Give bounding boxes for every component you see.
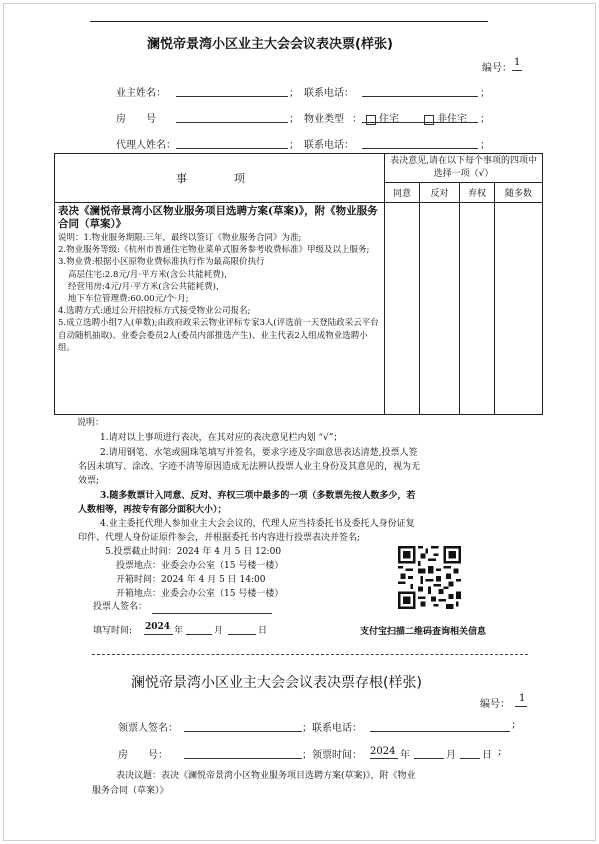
detail-1: 说明：1.物业服务期限:三年，最终以签订《物业服务合同》为准; [58, 233, 302, 243]
note-4b: 印件、代理人身份证原件参会，并根据委托书内容进行投票表决并签名; [78, 533, 361, 543]
option-agree-header: 同意 [385, 183, 420, 203]
ballot-number-label: 编号： [482, 63, 512, 74]
note-2b: 名因未填写、涂改、字迹不清等原因造成无法辨认投票人业主身份及其意见的，视为无 [78, 462, 421, 472]
stub-month-field[interactable] [414, 758, 444, 759]
receiver-sign-label: 领票人签名： [118, 723, 178, 734]
contact-phone-label: 联系电话： [304, 88, 354, 99]
proxy-name-label: 代理人姓名： [116, 140, 176, 151]
detail-4: 4.选聘方式:通过公开招投标方式接受物业公司报名; [58, 306, 251, 317]
top-rule [90, 21, 488, 22]
matter-header: 事 项 [55, 154, 385, 203]
stub-year-underline [370, 758, 398, 759]
qr-caption: 支付宝扫描二维码查询相关信息 [360, 627, 487, 637]
vote-table [54, 153, 543, 415]
room-field[interactable] [176, 122, 288, 123]
option-majority-header: 随多数 [495, 183, 543, 203]
stub-phone-field[interactable] [370, 731, 510, 732]
owner-name-label: 业主姓名： [116, 88, 166, 99]
count-time: 开箱时间：2024 年 4 月 5 日 14:00 [116, 575, 266, 585]
stub-number-value: 1 [519, 693, 526, 704]
stub-room-field[interactable] [184, 758, 302, 759]
resolution-text: 表决《澜悦帝景湾小区物业服务项目选聘方案(草案)》，附《物业服务合同（草案）》 [58, 205, 378, 230]
qr-code-image [398, 546, 461, 609]
note-3a: 3.随多数票计入同意、反对、弃权三项中最多的一项（多数票先按人数多少，若 [100, 491, 416, 501]
vote-agree-cell[interactable] [385, 203, 420, 415]
ballot-number-underline [512, 70, 522, 71]
stub-room-label: 房 号： [118, 750, 168, 761]
note-2c: 效票; [78, 476, 100, 486]
non-residential-option[interactable]: 非住宅 [424, 110, 467, 125]
vote-place: 投票地点：业委会办公室（15 号楼一楼） [116, 561, 284, 571]
notes-heading: 说明： [77, 418, 105, 428]
fill-month-unit: 月 [214, 626, 224, 636]
proxy-phone-field[interactable] [362, 148, 478, 149]
matter-cell [55, 203, 385, 415]
detail-2: 2.物业服务等级:《杭州市普通住宅物业菜单式服务参考收费标准》甲级及以上服务; [58, 245, 370, 256]
voter-sign-field[interactable] [152, 613, 272, 614]
stub-topic-line1: 表决议题：表决《澜悦帝景湾小区物业服务项目选聘方案(草案)》，附《物业 [116, 771, 416, 781]
fill-time-label: 填写时间: [93, 626, 133, 636]
residential-option[interactable]: 住宅 [366, 110, 399, 125]
detail-3b: 经营用房:4元/月·平方米(含公共能耗费)， [68, 281, 225, 292]
detail-5: 5.成立选聘小组7人(单数);由政府政采云物业评标专家3人(评选前一天登陆政采云平台自动随机抽取)、业委会委员2人(委员内部推选产生)、业主代表2人组成物业选聘小组。 [58, 318, 379, 353]
note-4a: 4.业主委托代理人参加业主大会会议的，代理人应当持委托书及委托人身份证复 [100, 519, 415, 529]
vote-oppose-cell[interactable] [420, 203, 460, 415]
note-1: 1.请对以上事项进行表决，在其对应的表决意见栏内划 “√”； [100, 433, 343, 443]
receiver-sign-field[interactable] [184, 731, 302, 732]
property-type-underline [362, 122, 478, 123]
vote-majority-cell[interactable] [495, 203, 543, 415]
note-5: 5.投票截止时间：2024 年 4 月 5 日 12:00 [105, 547, 282, 557]
fill-day-field[interactable] [228, 634, 256, 635]
option-abstain-header: 弃权 [460, 183, 495, 203]
stub-day-field[interactable] [460, 758, 480, 759]
room-label: 房 号 [116, 114, 156, 125]
stub-number-label: 编号： [480, 699, 510, 710]
proxy-phone-label: 联系电话： [304, 140, 354, 151]
stub-year-unit: 年 [400, 750, 410, 761]
vote-abstain-cell[interactable] [460, 203, 495, 415]
owner-name-field[interactable] [176, 96, 288, 97]
stub-topic-line2: 服务合同（草案）》 [92, 786, 169, 796]
contact-phone-field[interactable] [362, 96, 478, 97]
cut-line [92, 654, 528, 655]
stub-month-unit: 月 [446, 750, 456, 761]
stub-number-underline [515, 706, 527, 707]
ballot-title: 澜悦帝景湾小区业主大会会议表决票(样张) [147, 37, 393, 52]
ballot-number-value: 1 [514, 57, 521, 68]
option-oppose-header: 反对 [420, 183, 460, 203]
stub-day-unit: 日 [482, 750, 492, 761]
receive-time-label: ；领票时间： [302, 750, 362, 761]
detail-3a: 高层住宅:2.8元/月·平方米(含公共能耗费)， [68, 269, 233, 280]
detail-3c: 地下车位管理费:60.00元/个·月; [68, 294, 189, 305]
residential-checkbox[interactable] [366, 115, 376, 125]
note-2a: 2.请用钢笔、水笔或圆珠笔填写并签名，要求字迹及字面意思表达清楚,投票人签 [100, 448, 418, 458]
fill-year-underline [144, 634, 173, 635]
fill-year-unit: 年 [174, 626, 184, 636]
count-place: 开箱地点：业委会办公室（15 号楼一楼） [116, 589, 284, 599]
fill-month-field[interactable] [186, 634, 212, 635]
stub-year: 2024 [370, 746, 396, 757]
stub-title: 澜悦帝景湾小区业主大会会议表决票存根(样张) [131, 675, 422, 691]
non-residential-checkbox[interactable] [424, 115, 434, 125]
proxy-name-field[interactable] [176, 148, 288, 149]
property-type-label: 物业类型 [304, 114, 344, 125]
fill-year: 2024 [145, 622, 171, 632]
detail-3: 3.物业费:根据小区原物业费标准执行作为最高限价执行 [58, 257, 265, 268]
voter-sign-label: 投票人签名： [93, 602, 148, 612]
intent-header: 表决意见,请在以下每个事项的四项中选择一项（√） [385, 154, 543, 183]
note-3b: 人数相等，再按专有部分面积大小）； [78, 505, 227, 515]
stub-phone-label: ；联系电话： [302, 723, 362, 734]
fill-day-unit: 日 [258, 626, 268, 636]
